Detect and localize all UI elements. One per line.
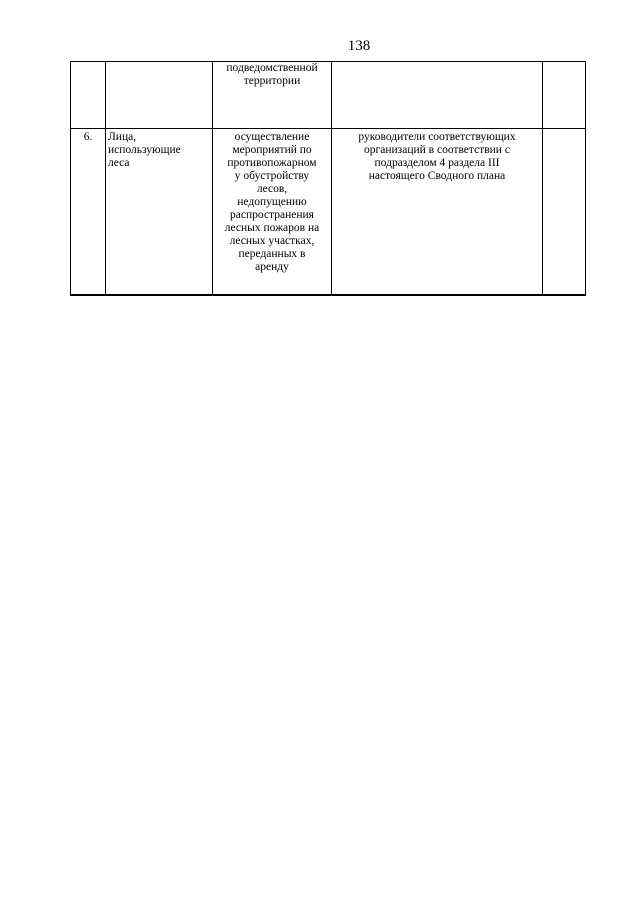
cell-measures: осуществление мероприятий по противопожарном у обустройству лесов, недопущению распространения лесных пожаров на лесных участках, переданных в аренду: [213, 129, 332, 296]
table-row: [71, 62, 586, 129]
table-row: [71, 129, 586, 296]
cell-measures: подведомственной территории: [213, 62, 332, 129]
cell-participant: Лица, использующие леса: [106, 129, 213, 296]
page-number: 138: [347, 38, 371, 54]
cell-number: [71, 62, 106, 129]
plan-table: [70, 61, 586, 296]
cell-responsible: [332, 62, 543, 129]
cell-note: [543, 62, 586, 129]
cell-number: 6.: [71, 129, 106, 296]
cell-participant: [106, 62, 213, 129]
cell-responsible: руководители соответствующих организаций в соответствии с подразделом 4 раздела III настоящего Сводного плана: [332, 129, 543, 296]
cell-note: [543, 129, 586, 296]
